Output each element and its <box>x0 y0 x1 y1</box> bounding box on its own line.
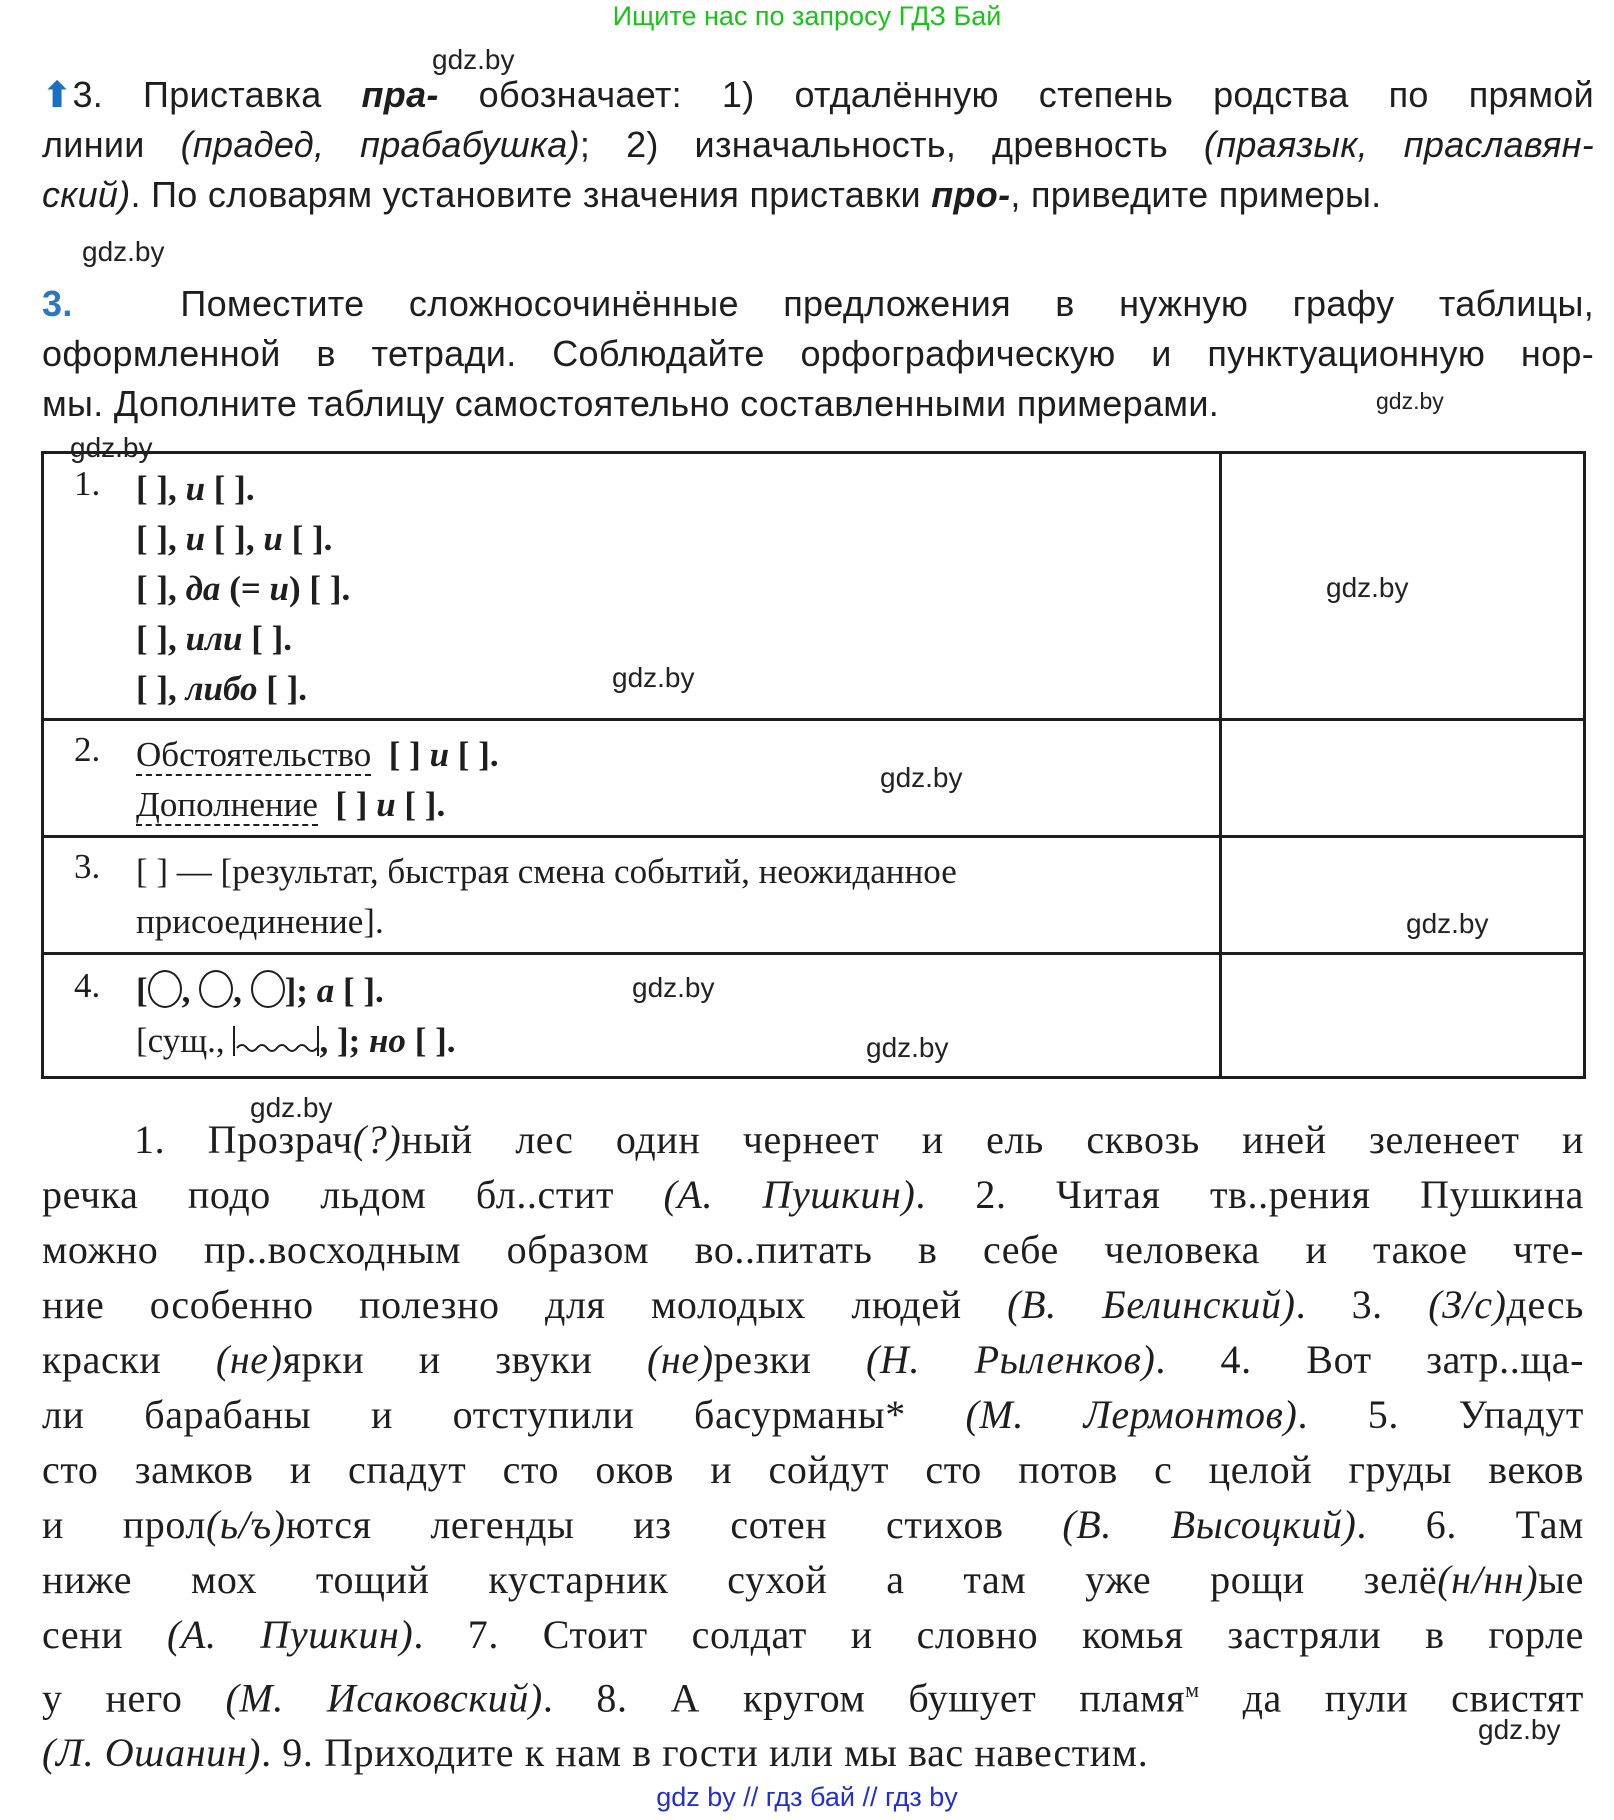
exercise-line: (Л. Ошанин). 9. Приходите к нам в гости или мы вас навестим. <box>42 1730 1149 1776</box>
search-banner: Ищите нас по запросу ГДЗ Бай <box>612 1 1002 31</box>
exercise-line: сто замков и спадут сто оков и сойдут сто потов с целой груды веков <box>42 1447 1584 1492</box>
row-3-schemes <box>136 847 957 947</box>
exercise-line: ли барабаны и отступили басурманы* (М. Лермонтов). 5. Упадут <box>42 1392 1584 1437</box>
watermark: gdz.by <box>880 762 963 793</box>
watermark: gdz.by <box>1478 1714 1561 1745</box>
circle-icon <box>148 970 182 1008</box>
watermark: gdz.by <box>70 432 153 463</box>
watermark: gdz.by <box>866 1032 949 1063</box>
row-divider <box>44 718 1583 721</box>
row-number: 4. <box>74 966 101 1005</box>
task-line-1: 3. Поместите сложносочинённые предложения в нужную графу таблицы, <box>42 283 1594 324</box>
exercise-line: и прол(ь/ъ)ются легенды из сотен стихов (В. Высоцкий). 6. Там <box>42 1502 1584 1547</box>
prefix-note <box>42 70 1594 220</box>
row-divider <box>44 952 1583 955</box>
scheme-table <box>41 451 1586 1079</box>
exercise-line: сени (А. Пушкин). 7. Стоит солдат и словно комья застряли в горле <box>42 1612 1584 1657</box>
watermark: gdz.by <box>82 236 165 267</box>
row-2-schemes <box>136 730 499 830</box>
note-line-1: ⬆3. Приставка пра- обозначает: 1) отдалённую степень родства по прямой <box>42 74 1594 115</box>
watermark: gdz.by <box>250 1092 333 1123</box>
exercise-line: ние особенно полезно для молодых людей (В. Белинский). 3. (З/с)десь <box>42 1282 1585 1327</box>
note-line-3: ский). По словарям установите значения приставки про-, приведите примеры. <box>42 174 1382 215</box>
scheme-line: [ ], и [ ]. <box>136 469 255 508</box>
exercise-line: можно пр..восходным образом во..питать в себе человека и такое чте- <box>42 1227 1584 1272</box>
column-divider <box>1219 454 1222 1076</box>
row-4-schemes <box>136 966 456 1066</box>
scheme-line: [ ], или [ ]. <box>136 619 293 658</box>
watermark: gdz.by <box>1376 388 1444 414</box>
watermark: gdz.by <box>432 44 515 75</box>
row-number: 3. <box>74 847 101 886</box>
scheme-line: [ ], и [ ], и [ ]. <box>136 519 333 558</box>
scheme-line: [ ], либо [ ]. <box>136 669 308 708</box>
footer-links: gdz by // гдз бай // гдз by <box>656 1782 958 1812</box>
watermark: gdz.by <box>612 662 695 693</box>
exercise-line: ниже мох тощий кустарник сухой а там уже рощи зелё(н/нн)ые <box>42 1557 1584 1602</box>
scheme-line: Обстоятельство [ ] и [ ]. <box>136 735 499 774</box>
row-number: 1. <box>74 464 101 503</box>
exercise-line: краски (не)ярки и звуки (не)резки (Н. Рыленков). 4. Вот затр..ща- <box>42 1337 1585 1382</box>
scheme-line: присоединение]. <box>136 902 384 941</box>
row-divider <box>44 835 1583 838</box>
scheme-line: [сущ., , ]; но [ ]. <box>136 1021 456 1060</box>
scheme-line: [ ] — [результат, быстрая смена событий, неожиданное <box>136 852 957 891</box>
arrow-up-icon: ⬆ <box>42 74 73 115</box>
exercise-line: у него (М. Исаковский). 8. А кругом бушует пламя$^м$ да пули свистят <box>42 1675 1584 1721</box>
exercise-line: речка подо льдом бл..стит (А. Пушкин). 2. Читая тв..рения Пушкина <box>42 1172 1584 1217</box>
row-number: 2. <box>74 730 101 769</box>
task-instructions <box>42 279 1594 429</box>
exercise-line: 1. Прозрач(?)ный лес один чернеет и ель сквозь иней зеленеет и <box>134 1117 1584 1162</box>
watermark: gdz.by <box>1406 908 1489 939</box>
wavy-underline-icon <box>233 1026 319 1056</box>
circle-icon <box>199 970 233 1008</box>
watermark: gdz.by <box>632 972 715 1003</box>
scheme-line: [ ], да (= и) [ ]. <box>136 569 351 608</box>
task-line-2: оформленной в тетради. Соблюдайте орфографическую и пунктуационную нор- <box>42 333 1594 374</box>
exercise-text <box>42 1112 1584 1780</box>
circle-icon <box>251 970 285 1008</box>
row-1-schemes <box>136 464 350 714</box>
scheme-line: [ , , ]; а [ ]. <box>136 971 384 1010</box>
watermark: gdz.by <box>1326 572 1409 603</box>
task-number: 3. <box>42 283 73 324</box>
note-line-2: линии (прадед, прабабушка); 2) изначальность, древность (праязык, праславян- <box>42 124 1594 165</box>
scheme-line: Дополнение [ ] и [ ]. <box>136 785 446 824</box>
task-line-3: мы. Дополните таблицу самостоятельно составленными примерами. <box>42 383 1220 424</box>
